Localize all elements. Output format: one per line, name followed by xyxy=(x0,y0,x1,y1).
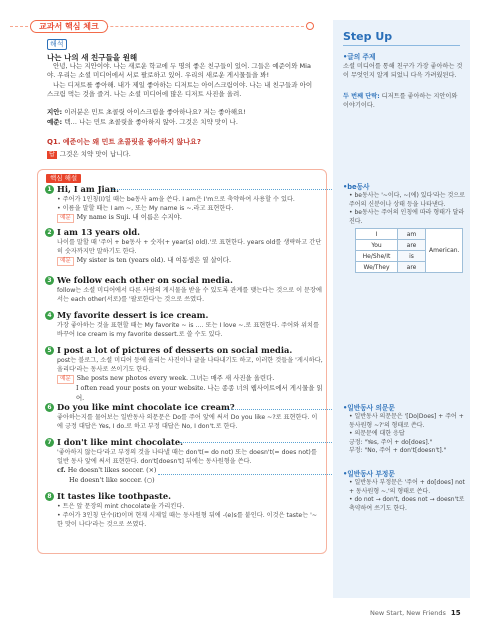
footer-title: New Start, New Friends xyxy=(370,609,446,617)
explanation-text: 가장 좋아하는 것을 표현할 때는 My favorite ~ is …. 또는 I love ~.로 표현한다. 주어와 위치를 바꾸어 Ice cream is my favorite dessert.로 쓸 수도 있다. xyxy=(57,322,319,338)
explanation-text: post는 블로그, 소셜 미디어 등에 올리는 사진이나 글을 나타내기도 하고, 이러한 것들을 '게시하다, 올리다'라는 동사로 쓰이기도 한다. xyxy=(57,357,323,373)
passage-paragraph: 나는 디저트를 좋아해. 내가 제일 좋아하는 디저트는 아이스크림이야. 나는 내 친구들과 아이스크림 먹는 것을 즐겨. 나는 소셜 미디어에 많은 디저트 사진을 올려. xyxy=(47,80,313,99)
topic-text: 소셜 미디어를 통해 친구가 가장 좋아하는 것이 무엇인지 알게 되었니 다윽 가려웠된다. xyxy=(343,63,463,79)
compare-text: He doesn't likes soccer. (×) xyxy=(67,466,157,474)
dialog-text: 텍… 나는 민트 초콜릿을 좋아하지 않아. 그것은 치약 맛이 나. xyxy=(64,118,238,126)
question-form-note xyxy=(343,404,465,456)
example-text: My sister is ten (years old). 내 여동생은 열 살이다. xyxy=(76,256,232,264)
subject-cell: We/They xyxy=(356,262,398,273)
explanation-text: • 트은 앞 문장의 mint chocolate을 가리킨다. xyxy=(57,503,185,510)
explanation-text: 좋아하는지를 물어보는 일반동사 의문문은 Do를 주어 앞에 써서 Do you like ~?로 표현한다. 이에 긍정 대답은 Yes, I do.로 하고 부정 대답은 No, I don't.로 한다. xyxy=(57,414,318,430)
note-cell: American. xyxy=(426,229,463,273)
example xyxy=(45,256,323,266)
answer xyxy=(47,149,131,159)
table-row xyxy=(356,229,463,240)
section-header xyxy=(10,20,314,34)
subject-cell: He/She/It xyxy=(356,251,398,262)
item-number: 6 xyxy=(45,403,54,412)
note-item: • be동사는 '~이다, ~(에) 있다'라는 것으로 주어의 신분이나 상태 등을 나타낸다. xyxy=(349,192,465,208)
connector-line xyxy=(180,442,340,443)
verb-cell: are xyxy=(398,262,426,273)
sentence-text: Hi, I am Jian. xyxy=(57,184,119,194)
be-verb-table xyxy=(355,228,463,273)
speaker: 지안: xyxy=(47,108,63,116)
box-tag: 핵심 해설 xyxy=(46,174,81,183)
negative-form-heading: •일반동사 부정문 xyxy=(343,470,395,478)
explanation-text: • 주어가 1인칭(I)일 때는 be동사 am을 쓴다. I am은 I'm으로 축약하여 사용할 수 있다. xyxy=(57,196,295,203)
passage-paragraph: 안녕, 나는 지안이야. 나는 새로운 학교에 두 명의 좋은 친구들이 있어. 그들은 예준이와 Mia야. 우리는 소셜 미디어에서 서로 팔로하고 있어. 우리의 새로운 게시물들을 봐! xyxy=(47,62,311,80)
example-tag: 예문 xyxy=(57,375,74,384)
explanation-item xyxy=(45,275,323,304)
passage-title: 나는 나의 새 친구들을 원해 xyxy=(47,53,138,62)
cf-label: cf. xyxy=(57,466,66,474)
subject-cell: I xyxy=(356,229,398,240)
example xyxy=(45,213,323,223)
sentence-text: I am 13 years old. xyxy=(57,227,141,237)
note-item: • 의문문에 대한 응답 xyxy=(349,430,405,438)
example-text: My name is Suji. 내 이름은 수지야. xyxy=(76,213,182,221)
sentence-text: I don't like mint chocolate. xyxy=(57,437,184,447)
page-footer xyxy=(370,609,461,617)
item-number: 7 xyxy=(45,438,54,447)
example xyxy=(45,384,323,403)
item-number: 4 xyxy=(45,311,54,320)
explanation-text: 나이를 말할 때 '주어 + be동사 + 숫자(+ year(s) old).'로 표현한다. years old를 생략하고 간단히 숫자까지만 말하기도 한다. xyxy=(57,239,322,255)
item-number: 1 xyxy=(45,185,54,194)
sentence-text: I post a lot of pictures of desserts on social media. xyxy=(57,345,293,355)
note-item: 부정: "No, 주어 + don't[doesn't]." xyxy=(349,447,447,455)
note-item: • do not → don't, does not → doesn't로 축약하여 쓰기도 한다. xyxy=(349,496,465,512)
note-item: • 일반동사 부정문은 '주어 + do[does] not + 동사원형 ~.'의 형태로 쓴다. xyxy=(349,479,465,495)
be-verb-note xyxy=(343,183,465,226)
explanation-text: '좋아하지 않는다'라고 부정의 것을 나타낼 때는 don't(= do not) 또는 doesn't(= does not)를 일반 동사 앞에 써서 표현한다. don't[doesn't] 뒤에는 동사원형을 쓴다. xyxy=(57,449,317,465)
page-number: 15 xyxy=(450,609,461,617)
key-sentence xyxy=(45,491,323,502)
explanation-item xyxy=(45,227,323,266)
explanation-item xyxy=(45,402,323,431)
note-item: • be동사는 주어의 인칭에 따라 형태가 달라진다. xyxy=(349,209,465,225)
answer-text: 그것은 치약 맛이 납니다. xyxy=(59,150,131,158)
translation-label: 해석 xyxy=(47,39,67,50)
step-up-rule xyxy=(343,45,460,46)
compare-text: He doesn't like soccer. (○) xyxy=(69,475,155,484)
step-up-title: Step Up xyxy=(343,30,393,43)
example xyxy=(45,374,323,384)
note-item: • 일반동사 의문문은 '[Do|Does] + 주어 + 동사원형 ~?'의 형태로 쓴다. xyxy=(349,413,464,429)
sentence-text: It tastes like toothpaste. xyxy=(57,491,171,501)
paragraph-tip xyxy=(343,92,463,110)
item-number: 5 xyxy=(45,346,54,355)
tip-text: 디저트를 좋아하는 지안이와 이야기이다. xyxy=(343,93,458,109)
example-tag: 예문 xyxy=(57,257,74,266)
question-form-heading: •일반동사 의문문 xyxy=(343,404,395,412)
example-text: She posts new photos every week. 그녀는 매주 새 사진을 올린다. xyxy=(76,374,275,382)
sentence-text: My favorite dessert is ice cream. xyxy=(57,310,209,320)
header-cap xyxy=(306,22,314,30)
item-number: 2 xyxy=(45,228,54,237)
key-sentence xyxy=(45,227,323,238)
answer-tag: 답 xyxy=(49,151,55,158)
connector-line xyxy=(158,474,340,475)
dialog-text: 이러분은 민트 초콜릿 아이스크림을 좋아하나요? 저는 좋아해요! xyxy=(64,108,246,116)
connector-line xyxy=(112,189,340,190)
key-sentence xyxy=(45,275,323,286)
speaker: 예준: xyxy=(47,118,63,126)
key-sentence xyxy=(45,310,323,321)
explanation-item xyxy=(45,437,323,485)
example-tag: 예문 xyxy=(57,214,74,223)
key-sentence xyxy=(45,402,323,413)
tip-label: 두 번째 단락: xyxy=(343,93,380,100)
question: Q1. 예준이는 왜 민트 초콜릿을 좋아하지 않나요? xyxy=(47,138,201,146)
be-verb-heading: •be동사 xyxy=(343,183,370,191)
dialog-line xyxy=(47,118,313,127)
passage-body xyxy=(47,62,313,100)
compare-line xyxy=(45,476,323,486)
dialog-line xyxy=(47,108,313,117)
section-title: 교과서 핵심 체크 xyxy=(30,20,108,33)
item-number: 3 xyxy=(45,276,54,285)
explanation-item xyxy=(45,345,323,403)
verb-cell: are xyxy=(398,240,426,251)
item-number: 8 xyxy=(45,492,54,501)
subject-cell: You xyxy=(356,240,398,251)
verb-cell: am xyxy=(398,229,426,240)
explanation-item xyxy=(45,491,323,529)
explanation-item xyxy=(45,310,323,339)
connector-line xyxy=(226,409,340,410)
sentence-text: We follow each other on social media. xyxy=(57,275,233,285)
explanation-text: • 이름을 말할 때는 I am ~, 또는 My name is ~.라고 표현한다. xyxy=(57,205,234,212)
explanation-text: follow는 소셜 미디어에서 다른 사람의 게시물을 받을 수 있도록 관계를 맺는다는 것으로 이 문장에서는 each other(서로)를 '팔로한다'는 것으로 쓰였다. xyxy=(57,287,322,303)
note-item: 긍정: "Yes, 주어 + do[does]." xyxy=(349,438,433,446)
key-sentence xyxy=(45,345,323,356)
sentence-text: Do you like mint chocolate ice cream? xyxy=(57,402,235,412)
explanation-text: • 주어가 3인칭 단수(it)이며 현재 시제일 때는 동사원형 뒤에 -(e)s를 붙인다. 이것은 taste는 '~한 맛이 나다'라는 것으로 쓰였다. xyxy=(57,512,318,528)
topic-heading: •글의 주제 xyxy=(343,53,376,61)
verb-cell: is xyxy=(398,251,426,262)
negative-form-note xyxy=(343,470,465,513)
example-text: I often read your posts on your website. 나는 종종 너의 웹사이트에서 게시물을 읽어. xyxy=(76,384,323,402)
